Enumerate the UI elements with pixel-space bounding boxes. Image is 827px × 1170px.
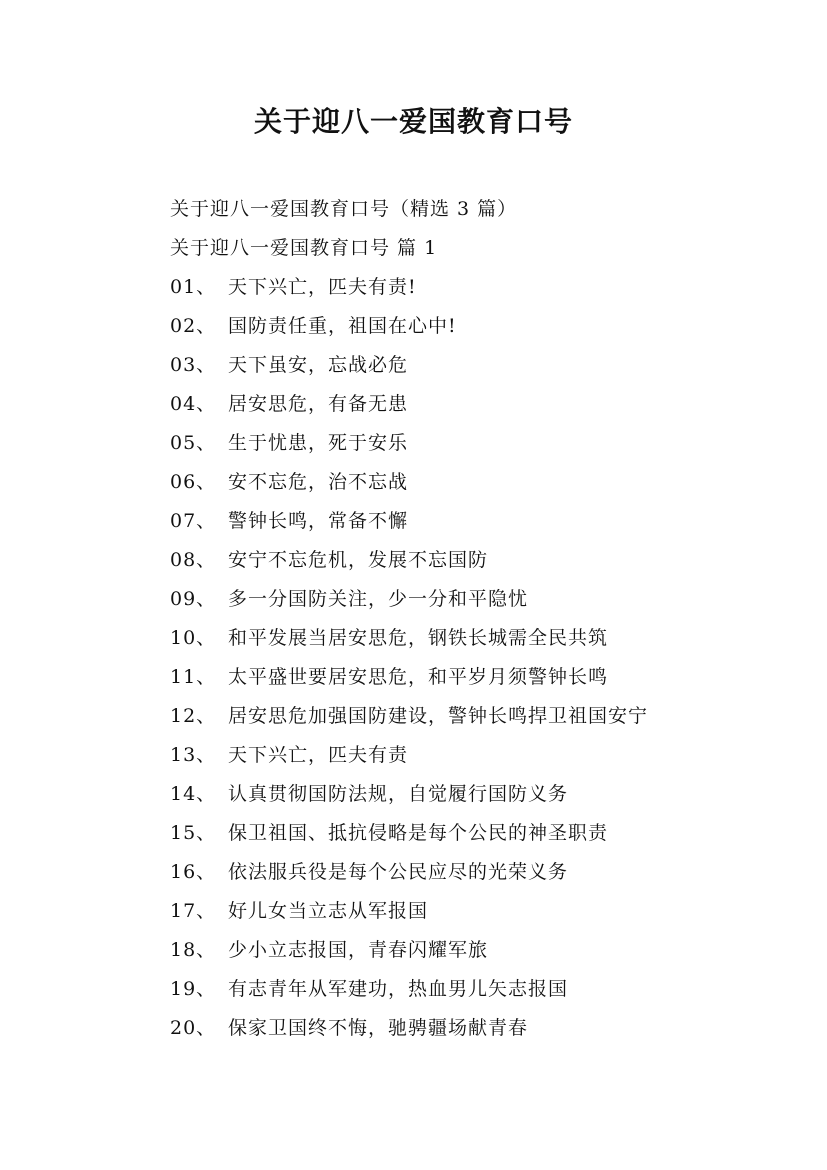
item-number: 03、 — [170, 354, 217, 376]
item-number: 12、 — [170, 705, 217, 727]
item-number: 10、 — [170, 627, 217, 649]
item-number: 15、 — [170, 822, 217, 844]
item-number: 18、 — [170, 939, 217, 961]
item-number: 19、 — [170, 978, 217, 1000]
list-item — [170, 268, 790, 307]
item-text: 居安思危，有备无患 — [228, 393, 409, 415]
item-number: 04、 — [170, 393, 217, 415]
list-item — [170, 385, 790, 424]
item-text: 天下兴亡，匹夫有责! — [228, 276, 417, 298]
document-title: 关于迎八一爱国教育口号 — [253, 105, 573, 138]
item-text: 警钟长鸣，常备不懈 — [228, 510, 409, 532]
item-number: 08、 — [170, 549, 217, 571]
list-item — [170, 970, 790, 1009]
list-item — [170, 541, 790, 580]
item-text: 少小立志报国，青春闪耀军旅 — [228, 939, 489, 961]
item-number: 17、 — [170, 900, 217, 922]
item-number: 14、 — [170, 783, 217, 805]
item-number: 07、 — [170, 510, 217, 532]
item-text: 安不忘危，治不忘战 — [228, 471, 409, 493]
item-number: 01、 — [170, 276, 217, 298]
item-text: 依法服兵役是每个公民应尽的光荣义务 — [228, 861, 569, 883]
item-text: 多一分国防关注，少一分和平隐忧 — [228, 588, 529, 610]
item-text: 保家卫国终不悔，驰骋疆场献青春 — [228, 1017, 529, 1039]
item-text: 天下虽安，忘战必危 — [228, 354, 409, 376]
list-item — [170, 424, 790, 463]
item-number: 02、 — [170, 315, 217, 337]
item-text: 太平盛世要居安思危，和平岁月须警钟长鸣 — [228, 666, 609, 688]
item-text: 居安思危加强国防建设，警钟长鸣捍卫祖国安宁 — [228, 705, 649, 727]
item-number: 06、 — [170, 471, 217, 493]
list-item — [170, 1009, 790, 1048]
item-number: 05、 — [170, 432, 217, 454]
item-number: 09、 — [170, 588, 217, 610]
list-item — [170, 658, 790, 697]
item-text: 和平发展当居安思危，钢铁长城需全民共筑 — [228, 627, 609, 649]
item-text: 保卫祖国、抵抗侵略是每个公民的神圣职责 — [228, 822, 609, 844]
list-item — [170, 931, 790, 970]
item-number: 20、 — [170, 1017, 217, 1039]
item-text: 有志青年从军建功，热血男儿矢志报国 — [228, 978, 569, 1000]
item-number: 13、 — [170, 744, 217, 766]
list-item — [170, 463, 790, 502]
item-text: 好儿女当立志从军报国 — [228, 900, 429, 922]
list-item — [170, 580, 790, 619]
document-body — [170, 190, 790, 1048]
item-number: 11、 — [170, 666, 217, 688]
item-text: 生于忧患，死于安乐 — [228, 432, 409, 454]
list-item — [170, 736, 790, 775]
item-number: 16、 — [170, 861, 217, 883]
item-text: 认真贯彻国防法规，自觉履行国防义务 — [228, 783, 569, 805]
section-heading: 关于迎八一爱国教育口号 篇 1 — [170, 237, 438, 259]
list-item — [170, 892, 790, 931]
item-text: 天下兴亡，匹夫有责 — [228, 744, 409, 766]
item-text: 国防责任重，祖国在心中! — [228, 315, 457, 337]
list-item — [170, 775, 790, 814]
list-item — [170, 697, 790, 736]
document-subtitle: 关于迎八一爱国教育口号（精选 3 篇） — [170, 198, 518, 220]
list-item — [170, 502, 790, 541]
list-item — [170, 853, 790, 892]
item-text: 安宁不忘危机，发展不忘国防 — [228, 549, 489, 571]
list-item — [170, 619, 790, 658]
list-item — [170, 307, 790, 346]
list-item — [170, 814, 790, 853]
slogan-list — [170, 268, 790, 1048]
list-item — [170, 346, 790, 385]
